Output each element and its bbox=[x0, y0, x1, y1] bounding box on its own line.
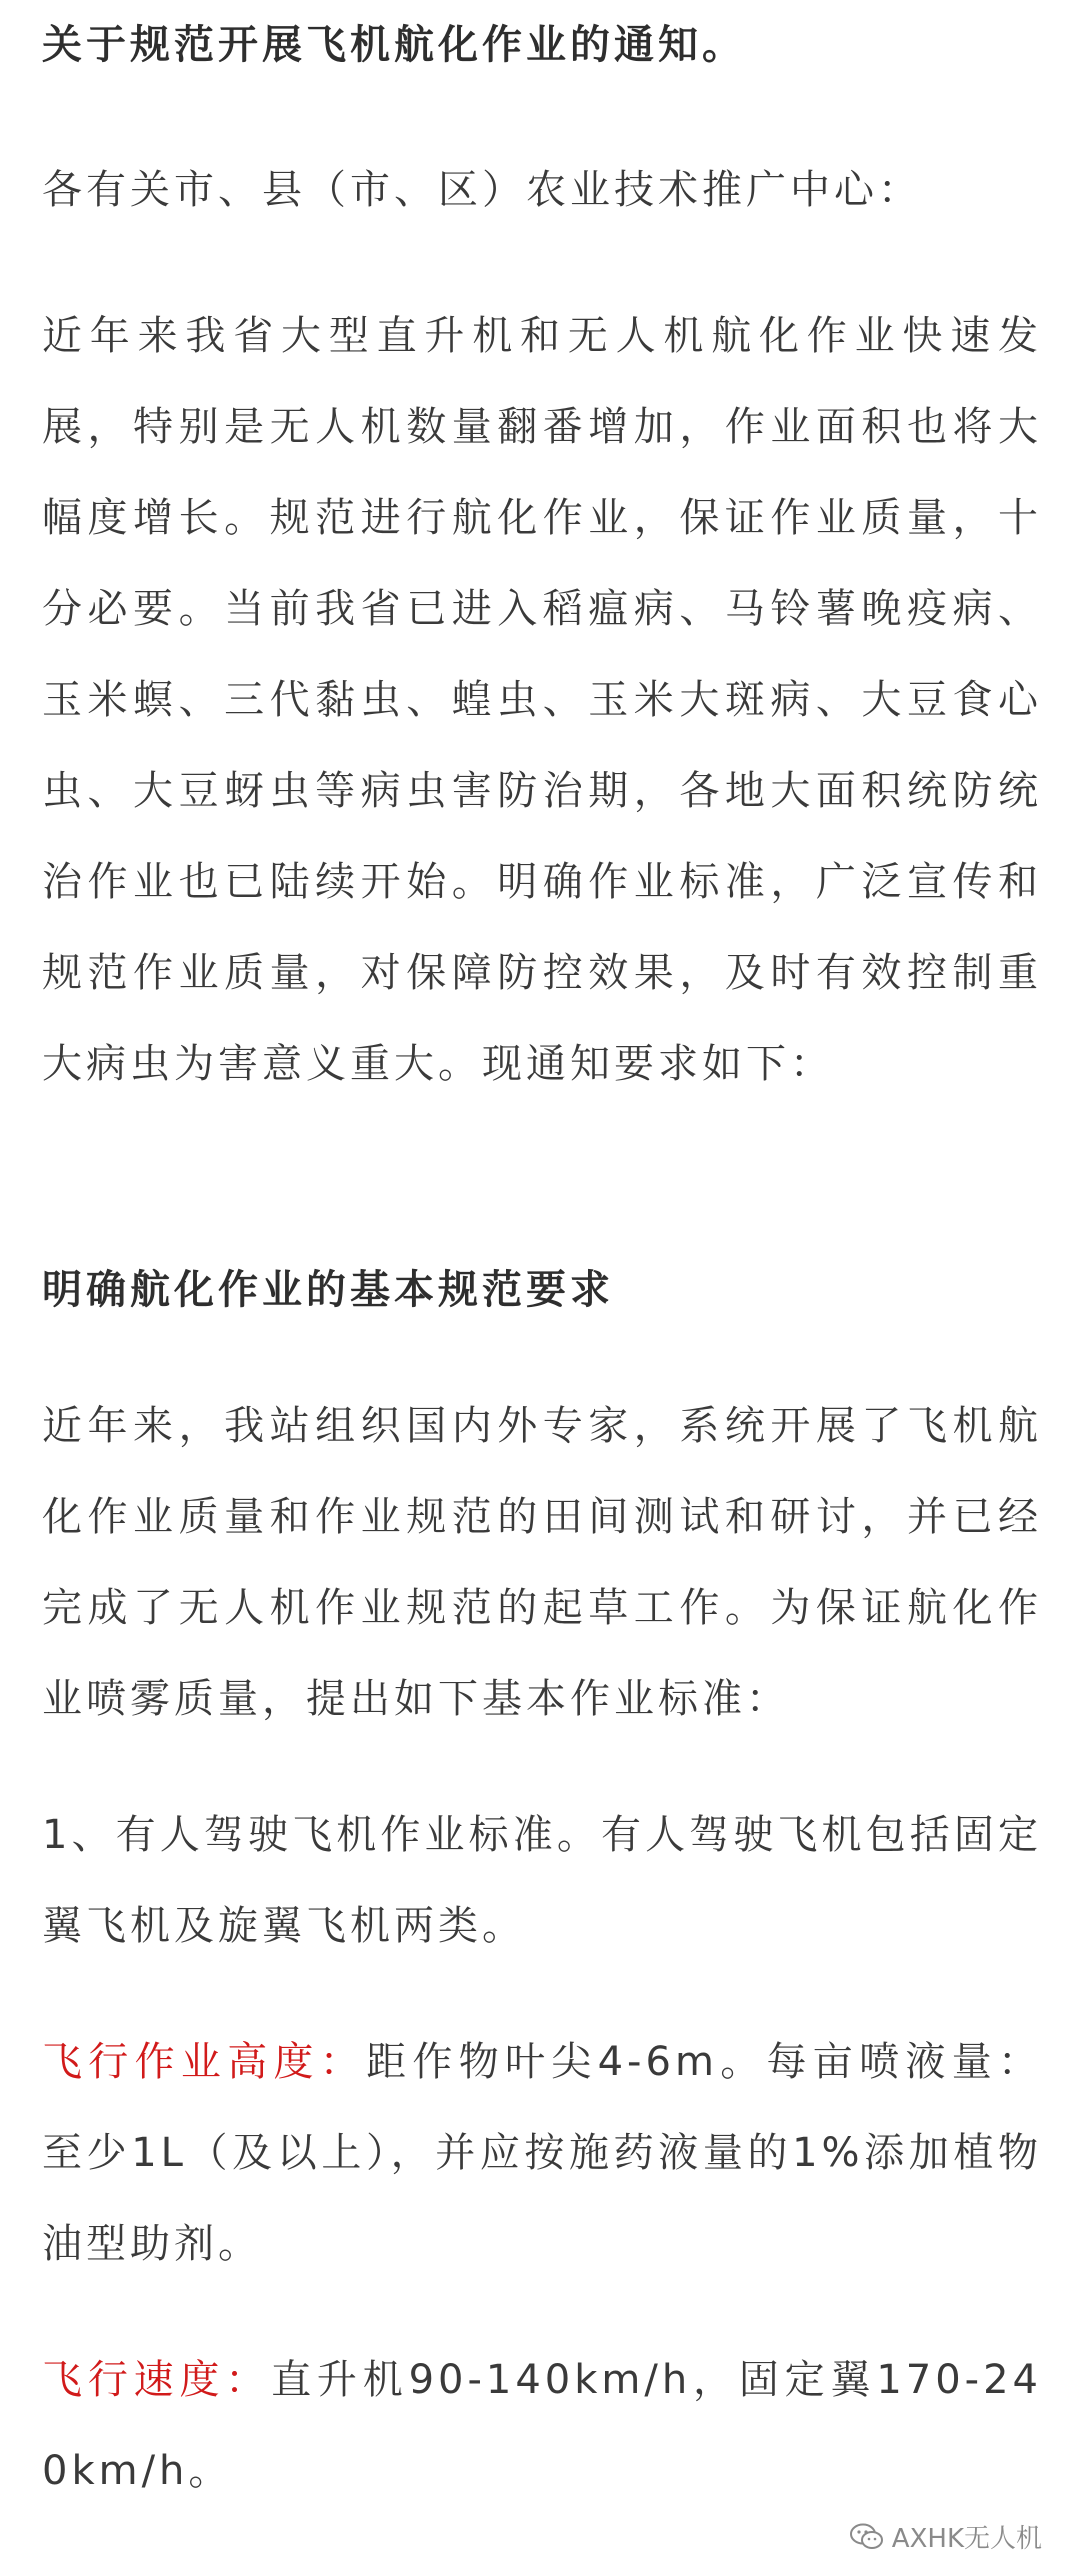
intro-paragraph: 近年来我省大型直升机和无人机航化作业快速发展，特别是无人机数量翻番增加，作业面积也将大幅度增长。规范进行航化作业，保证作业质量，十分必要。当前我省已进入稻瘟病、马铃薯晚疫病、玉米螟、三代黏虫、蝗虫、玉米大斑病、大豆食心虫、大豆蚜虫等病虫害防治期，各地大面积统防统治作业也已陆续开始。明确作业标准，广泛宣传和规范作业质量，对保障防控效果，及时有效控制重大病虫为害意义重大。现通知要求如下： bbox=[42, 313, 1042, 1087]
section-heading: 明确航化作业的基本规范要求 bbox=[42, 1267, 614, 1313]
flight-height-label: 飞行作业高度： bbox=[42, 2039, 367, 2085]
item-1-paragraph: 1、有人驾驶飞机作业标准。有人驾驶飞机包括固定翼飞机及旋翼飞机两类。 bbox=[42, 1812, 1042, 1949]
recipient-line: 各有关市、县（市、区）农业技术推广中心： bbox=[42, 167, 922, 213]
watermark bbox=[850, 2518, 1042, 2555]
section-intro-paragraph: 近年来，我站组织国内外专家，系统开展了飞机航化作业质量和作业规范的田间测试和研讨，并已经完成了无人机作业规范的起草工作。为保证航化作业喷雾质量，提出如下基本作业标准： bbox=[42, 1403, 1042, 1722]
flight-speed-paragraph bbox=[42, 2335, 1042, 2517]
wechat-icon bbox=[850, 2523, 884, 2551]
flight-speed-label: 飞行速度： bbox=[42, 2357, 272, 2403]
flight-speed-text: 直升机90-140km/h，固定翼170-240km/h。 bbox=[42, 2357, 1042, 2494]
flight-height-paragraph bbox=[42, 2017, 1042, 2290]
flight-height-text: 距作物叶尖4-6m。每亩喷液量：至少1L（及以上），并应按施药液量的1%添加植物油型助剂。 bbox=[42, 2039, 1043, 2267]
watermark-text: AXHK无人机 bbox=[891, 2524, 1042, 2554]
article-title: 关于规范开展飞机航化作业的通知。 bbox=[42, 22, 746, 68]
